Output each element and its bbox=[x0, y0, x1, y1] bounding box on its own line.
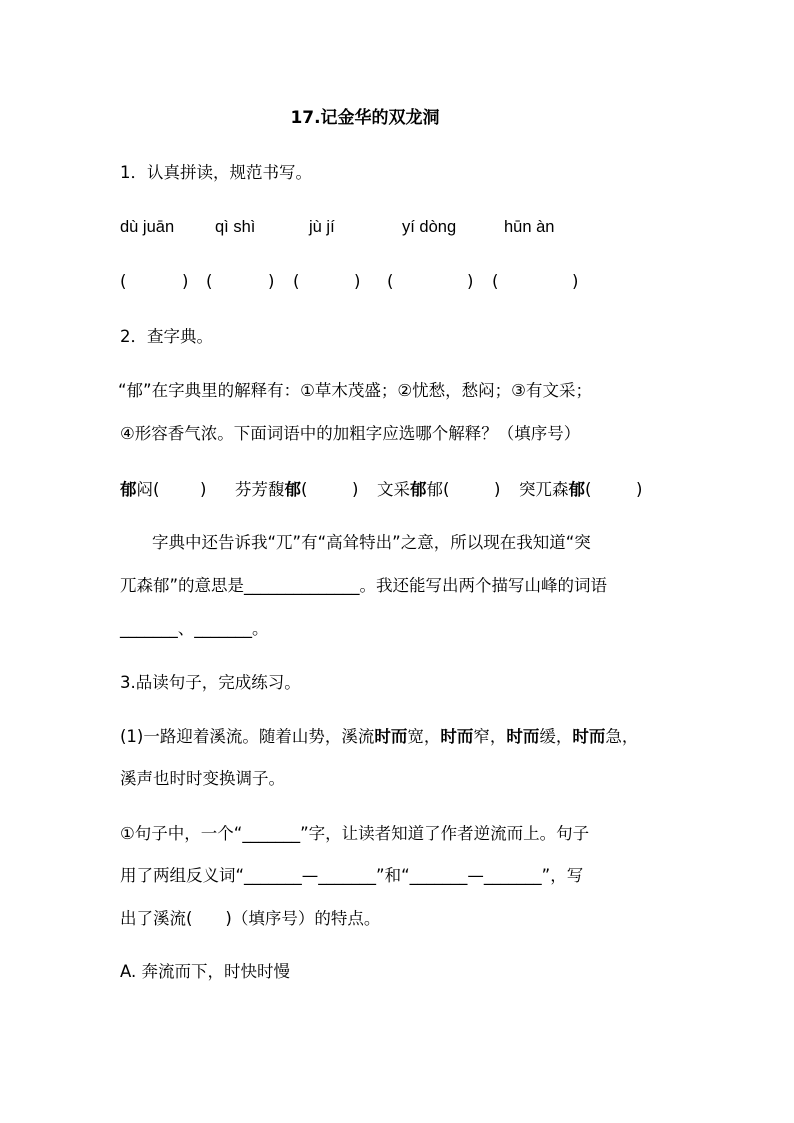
q2-heading: 2．查字典。 bbox=[120, 327, 213, 346]
pinyin-4: yí dòng bbox=[402, 218, 457, 236]
q3-option-a: A. 奔流而下，时快时慢 bbox=[120, 962, 290, 981]
pinyin-5: hūn àn bbox=[504, 218, 555, 236]
word-wencaiyuyu-pre: 文采 bbox=[377, 480, 410, 499]
word-wencaiyuyu-bold: 郁 bbox=[410, 480, 427, 499]
word-tuwusenyu bbox=[519, 478, 591, 502]
word-wencaiyuyu bbox=[377, 478, 449, 502]
page-title: 17.记金华的双龙洞 bbox=[290, 108, 440, 128]
blank-5-open: ( bbox=[492, 272, 499, 291]
word-yumen bbox=[120, 478, 159, 502]
q2-paragraph-line1: 字典中还告诉我“兀”有“高耸特出”之意，所以现在我知道“突 bbox=[152, 533, 591, 552]
q3-exercise-line1: ①句子中，一个“_______”字，让读者知道了作者逆流而上。句子 bbox=[120, 824, 590, 843]
word-yumen-close: ) bbox=[200, 480, 207, 499]
word-fenfangfuyu bbox=[235, 478, 307, 502]
word-tuwusenyu-rest: ( bbox=[585, 480, 592, 499]
word-yumen-bold: 郁 bbox=[120, 480, 137, 499]
word-tuwusenyu-pre: 突兀森 bbox=[519, 480, 569, 499]
sentence-bold-2: 时而 bbox=[440, 727, 474, 746]
blank-2-open: ( bbox=[206, 272, 213, 291]
q2-paragraph-line2: 兀森郁”的意思是______________。我还能写出两个描写山峰的词语 bbox=[120, 576, 608, 595]
pinyin-2: qì shì bbox=[215, 218, 256, 236]
q2-definitions-line1: “郁”在字典里的解释有：①草木茂盛；②忧愁，愁闷；③有文采； bbox=[118, 381, 592, 400]
word-yumen-rest: 闷( bbox=[136, 480, 160, 499]
blank-3-open: ( bbox=[293, 272, 300, 291]
q1-heading: 1．认真拼读，规范书写。 bbox=[120, 163, 312, 182]
q2-definitions-line2: ④形容香气浓。下面词语中的加粗字应选哪个解释？（填序号） bbox=[120, 424, 581, 443]
sentence-bold-1: 时而 bbox=[374, 727, 408, 746]
sentence-bold-4: 时而 bbox=[572, 727, 606, 746]
blank-4-open: ( bbox=[387, 272, 394, 291]
blank-5-close: ) bbox=[572, 272, 579, 291]
q2-paragraph-line3: _______、_______。 bbox=[120, 619, 269, 638]
sentence-part-c2: 窄， bbox=[473, 727, 507, 746]
word-wencaiyuyu-rest: 郁( bbox=[426, 480, 450, 499]
sentence-part-c1: 宽， bbox=[407, 727, 441, 746]
blank-3-close: ) bbox=[354, 272, 361, 291]
q3-heading: 3.品读句子，完成练习。 bbox=[120, 673, 301, 692]
word-tuwusenyu-bold: 郁 bbox=[568, 480, 585, 499]
q3-exercise-line3: 出了溪流( )（填序号）的特点。 bbox=[120, 909, 381, 928]
word-tuwusenyu-close: ) bbox=[636, 480, 643, 499]
blank-1-close: ) bbox=[182, 272, 189, 291]
sentence-part-c4: 急， bbox=[605, 727, 639, 746]
q3-sentence-line2: 溪声也时时变换调子。 bbox=[120, 769, 285, 788]
pinyin-1: dù juān bbox=[120, 218, 175, 236]
word-fenfangfuyu-bold: 郁 bbox=[284, 480, 301, 499]
blank-4-close: ) bbox=[467, 272, 474, 291]
sentence-part-c3: 缓， bbox=[539, 727, 573, 746]
word-wencaiyuyu-close: ) bbox=[494, 480, 501, 499]
word-fenfangfuyu-close: ) bbox=[352, 480, 359, 499]
word-fenfangfuyu-pre: 芬芳馥 bbox=[235, 480, 285, 499]
sentence-bold-3: 时而 bbox=[506, 727, 540, 746]
word-fenfangfuyu-rest: ( bbox=[301, 480, 308, 499]
q3-exercise-line2: 用了两组反义词“_______—_______”和“_______—_______”，写 bbox=[120, 866, 584, 885]
q3-sentence-line1 bbox=[120, 725, 638, 749]
pinyin-3: jù jí bbox=[309, 218, 335, 236]
sentence-part-a: (1)一路迎着溪流。随着山势，溪流 bbox=[120, 727, 375, 746]
blank-1-open: ( bbox=[120, 272, 127, 291]
blank-2-close: ) bbox=[268, 272, 275, 291]
